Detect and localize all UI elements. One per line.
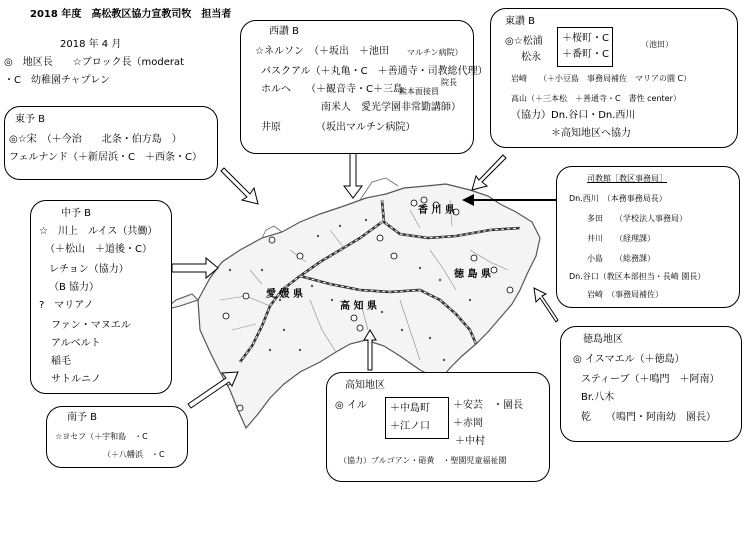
list-item: Dn.西川 （本務事務局長） (569, 194, 667, 203)
block-line: パスクアル（＋丸亀・C ＋善通寺・司教総代理） (261, 66, 488, 77)
list-item: レチョン（協力） (49, 264, 129, 275)
church-marker-icon (223, 313, 229, 319)
parish-label: ＋中村 (455, 436, 485, 447)
list-item: ファン・マヌエル (51, 320, 131, 331)
parish-label: ＋中島町 (390, 403, 430, 414)
church-marker-icon (411, 200, 417, 206)
church-marker-icon (237, 405, 243, 411)
block-line: 岩崎 （＋小豆島 事務局補佐 マリアの園 C） (511, 74, 692, 83)
list-item: 岩崎 （事務局補佐） (587, 290, 663, 299)
church-marker-icon (297, 253, 303, 259)
church-marker-icon (421, 197, 427, 203)
block-line: Br.八木 (581, 392, 615, 403)
block-line: ◎☆松浦 (505, 36, 543, 47)
list-item: アルベルト (51, 338, 101, 349)
list-item: 多田 （学校法人事務局） (587, 214, 687, 223)
parish-label: ＋安芸 ・園長 (453, 400, 523, 411)
block-note: （池田） (641, 40, 673, 49)
block-line: 松永 (521, 52, 541, 63)
parish-label: ＋赤岡 (453, 418, 483, 429)
list-item: ? マリアノ (39, 300, 94, 311)
block-footer: （協力）ブルゴアン・硲黄 ・聖園児童福祉園 (339, 456, 507, 465)
parish-label: ＋番町・C (562, 49, 609, 60)
church-marker-icon (491, 267, 497, 273)
block-note: 院長 (441, 78, 457, 87)
block-note: 熊本面接員 (399, 87, 439, 96)
higashisanuki-block-box (490, 8, 738, 148)
block-line: ☆ヨセフ（＋宇和島 ・C (55, 432, 148, 441)
legend-line-2: ・C 幼稚園チャプレン (4, 75, 111, 86)
block-heading: 徳島地区 (583, 334, 623, 345)
prefecture-label-kochi: 高 知 県 (340, 301, 377, 312)
block-line: ◎☆宋 （＋今治 北条・伯方島 ） (9, 134, 182, 145)
list-item: ☆ 川上 ルイス（共働） (39, 226, 158, 237)
block-line: ◎ イスマエル（＋徳島） (573, 354, 685, 365)
inner-parish-box (385, 397, 449, 439)
block-heading: 西讃 B (269, 26, 300, 37)
list-item: 小島 （総務課） (587, 254, 655, 263)
parish-label: ＋桜町・C (562, 33, 609, 44)
nanyo-block-box (46, 406, 188, 468)
list-item: 井川 （経理課） (587, 234, 655, 243)
list-item: 稲毛 (51, 356, 71, 367)
prefecture-label-kagawa: 香 川 県 (418, 205, 455, 216)
list-item: （＋松山 ＋道後・C） (45, 244, 152, 255)
block-heading: 南予 B (67, 412, 98, 423)
tokushima-block-box (560, 326, 742, 442)
kochi-block-box (326, 372, 550, 482)
inner-parish-box (557, 27, 613, 67)
higashiyo-block-box (4, 106, 218, 180)
block-line: （協力）Dn.谷口・Dn.西川 (511, 110, 636, 121)
page-title: 2018 年度 高松教区協力宣教司牧 担当者 (30, 9, 232, 20)
list-item: （B 協力） (49, 282, 100, 293)
district-leader: ◎ イル (335, 400, 367, 411)
block-heading: 高知地区 (345, 380, 385, 391)
block-line: 井原 （坂出マルチン病院） (261, 122, 416, 133)
block-heading: 東予 B (15, 114, 46, 125)
block-note: マルチン病院） (407, 48, 463, 57)
church-marker-icon (269, 237, 275, 243)
block-line: 南米人 愛光学園非常勤講師） (321, 102, 461, 113)
curia-block-box (556, 166, 740, 308)
prefecture-label-ehime: 愛 媛 県 (266, 289, 303, 300)
block-line: フェルナンド（＋新居浜・C ＋西条・C） (9, 152, 202, 163)
block-heading: 中予 B (61, 208, 92, 219)
parish-label: ＋江ノ口 (390, 421, 430, 432)
church-marker-icon (471, 255, 477, 261)
block-line: ☆ネルソン （＋坂出 ＋池田 (255, 46, 389, 57)
church-marker-icon (357, 325, 363, 331)
list-item: サトルニノ (51, 374, 101, 385)
church-marker-icon (243, 293, 249, 299)
block-line: ＊高知地区へ協力 (551, 128, 631, 139)
church-marker-icon (391, 253, 397, 259)
block-heading: 東讃 B (505, 16, 536, 27)
block-heading: 司教館［教区事務局］ (587, 174, 667, 183)
date-label: 2018 年 4 月 (60, 39, 122, 50)
list-item: Dn.谷口（教区本部担当・長崎 園長） (569, 272, 706, 281)
block-line: 高山（＋三本松 ＋善通寺・C 書性 center） (511, 94, 681, 103)
church-marker-icon (351, 315, 357, 321)
church-marker-icon (377, 235, 383, 241)
block-line: スティーブ（＋鳴門 ＋阿南） (581, 374, 720, 385)
legend-line-1: ◎ 地区長 ☆ブロック長（moderat (4, 57, 185, 68)
nishisanuki-block-box (240, 20, 488, 154)
chuyo-block-box (30, 200, 172, 394)
block-line: 乾 （鳴門・阿南幼 園長） (581, 412, 716, 423)
block-line: （＋八幡浜 ・C (103, 450, 165, 459)
prefecture-label-tokushima: 徳 島 県 (454, 269, 491, 280)
church-marker-icon (507, 287, 513, 293)
block-line: ホルヘ （＋観音寺・C＋三島 (261, 84, 403, 95)
